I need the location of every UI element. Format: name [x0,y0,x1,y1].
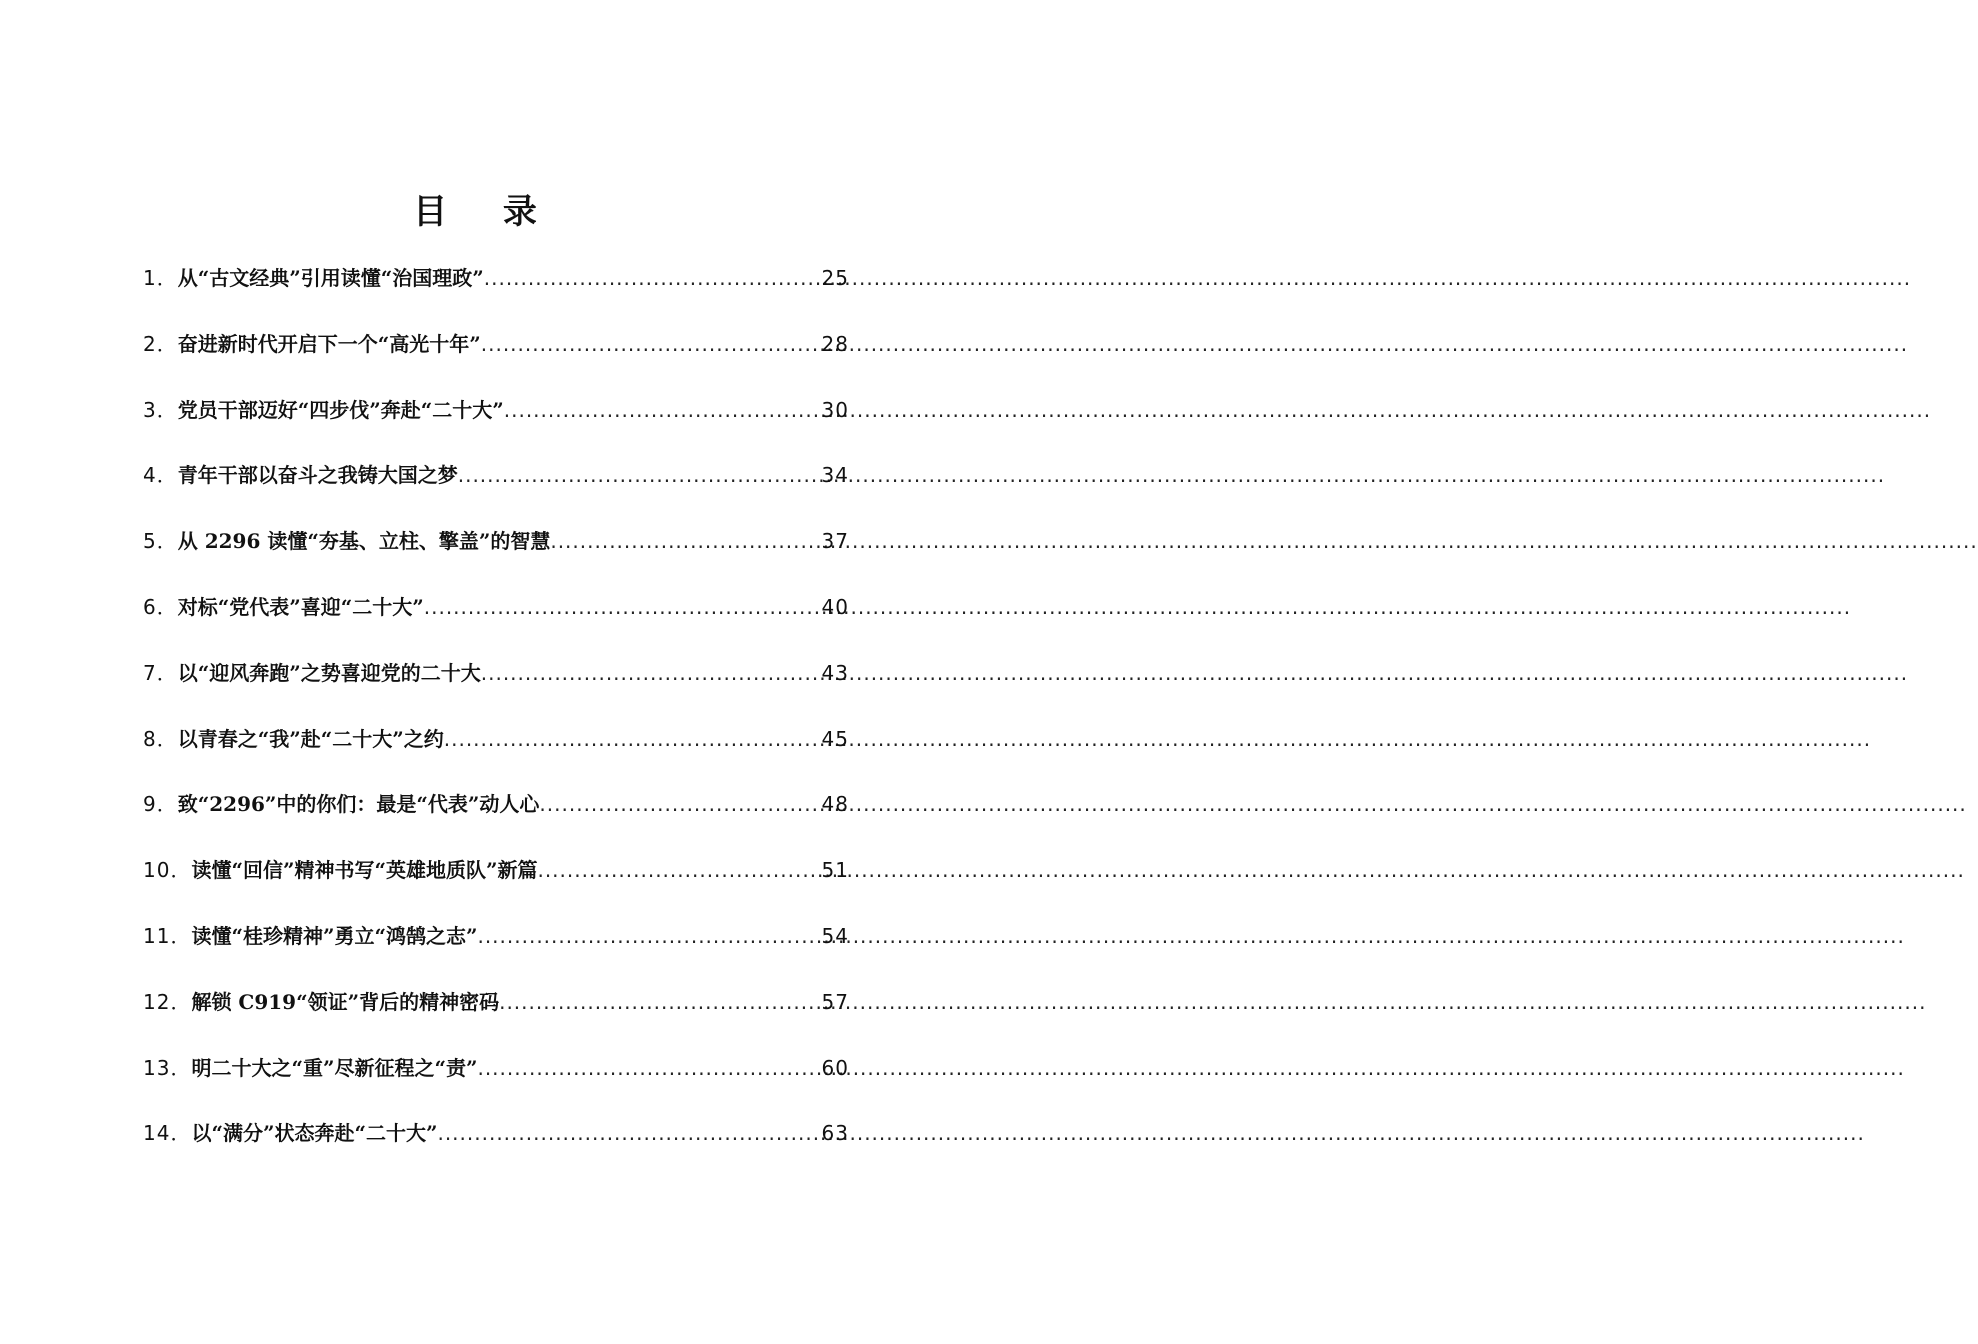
toc-entry-page: 28 [821,331,849,356]
toc-entry-page: 30 [821,397,849,422]
toc-entry-page: 51 [821,858,849,883]
toc-entry-page: 37 [821,529,849,554]
toc-entry-number: 13． [143,1055,192,1080]
toc-entry-page: 45 [821,726,849,751]
toc-entry-page: 25 [821,266,849,290]
toc-dot-leader [537,850,821,890]
toc-entry [143,455,849,521]
toc-list [143,258,849,1179]
toc-entry-number: 5． [143,529,178,554]
toc-entry [143,324,849,390]
toc-entry-title: 致“2296”中的你们：最是“代表”动人心 [177,792,540,817]
toc-dot-leader [437,1113,821,1153]
toc-entry-title: 对标“党代表”喜迎“二十大” [177,594,424,619]
toc-entry [143,850,849,916]
toc-entry [143,390,849,456]
toc-entry-page: 63 [821,1121,849,1146]
toc-dot-leader [458,455,822,495]
toc-entry-title: 以青春之“我”赴“二十大”之约 [177,726,444,751]
toc-entry-title: 从 2296 读懂“夯基、立柱、擎盖”的智慧 [177,529,551,554]
toc-entry-page: 48 [821,792,849,817]
toc-entry-number: 11． [143,923,192,948]
toc-dot-leader [539,784,821,824]
toc-dot-leader [477,1048,821,1088]
toc-entry [143,719,849,785]
toc-title: 目 录 [413,192,559,232]
toc-entry-number: 9． [143,792,178,817]
toc-dot-leader [550,521,821,561]
toc-entry [143,521,849,587]
toc-dot-leader [477,916,821,956]
toc-entry-title: 读懂“回信”精神书写“英雄地质队”新篇 [191,858,538,883]
toc-entry-page: 60 [821,1055,849,1080]
toc-entry [143,784,849,850]
document-page [0,0,950,1344]
toc-entry-title: 解锁 C919“领证”背后的精神密码 [191,989,500,1014]
toc-entry [143,258,849,324]
toc-entry-page: 40 [821,594,849,619]
toc-dot-leader [484,258,822,298]
toc-dot-leader [481,653,822,693]
toc-entry-number: 4． [143,463,178,488]
toc-entry-page: 43 [821,660,849,685]
toc-entry [143,1113,849,1179]
toc-entry [143,916,849,982]
toc-entry-title: 以“满分”状态奔赴“二十大” [191,1121,438,1146]
toc-entry-title: 奋进新时代开启下一个“高光十年” [177,331,481,356]
toc-dot-leader [481,324,822,364]
toc-entry-page: 57 [821,989,849,1014]
toc-entry-number: 7． [143,660,178,685]
toc-entry-number: 8． [143,726,178,751]
toc-entry-number: 14． [143,1121,192,1146]
toc-entry [143,653,849,719]
toc-entry-page: 54 [821,923,849,948]
toc-entry-number: 3． [143,397,178,422]
toc-entry [143,587,849,653]
toc-entry-title: 从“古文经典”引用读懂“治国理政” [177,266,484,290]
toc-dot-leader [444,719,822,759]
toc-entry-number: 12． [143,989,192,1014]
toc-entry [143,1048,849,1114]
toc-entry-title: 明二十大之“重”尽新征程之“责” [191,1055,478,1080]
toc-entry-title: 青年干部以奋斗之我铸大国之梦 [177,463,458,488]
toc-entry-title: 党员干部迈好“四步伐”奔赴“二十大” [177,397,504,422]
toc-entry-page: 34 [821,463,849,488]
toc-entry [143,982,849,1048]
toc-dot-leader [499,982,821,1022]
toc-entry-number: 10． [143,858,192,883]
toc-entry-title: 读懂“桂珍精神”勇立“鸿鹄之志” [191,923,478,948]
toc-entry-number: 1． [143,266,178,290]
toc-entry-title: 以“迎风奔跑”之势喜迎党的二十大 [177,660,481,685]
toc-entry-number: 6． [143,594,178,619]
toc-dot-leader [424,587,822,627]
toc-entry-number: 2． [143,331,178,356]
toc-dot-leader [504,390,822,430]
